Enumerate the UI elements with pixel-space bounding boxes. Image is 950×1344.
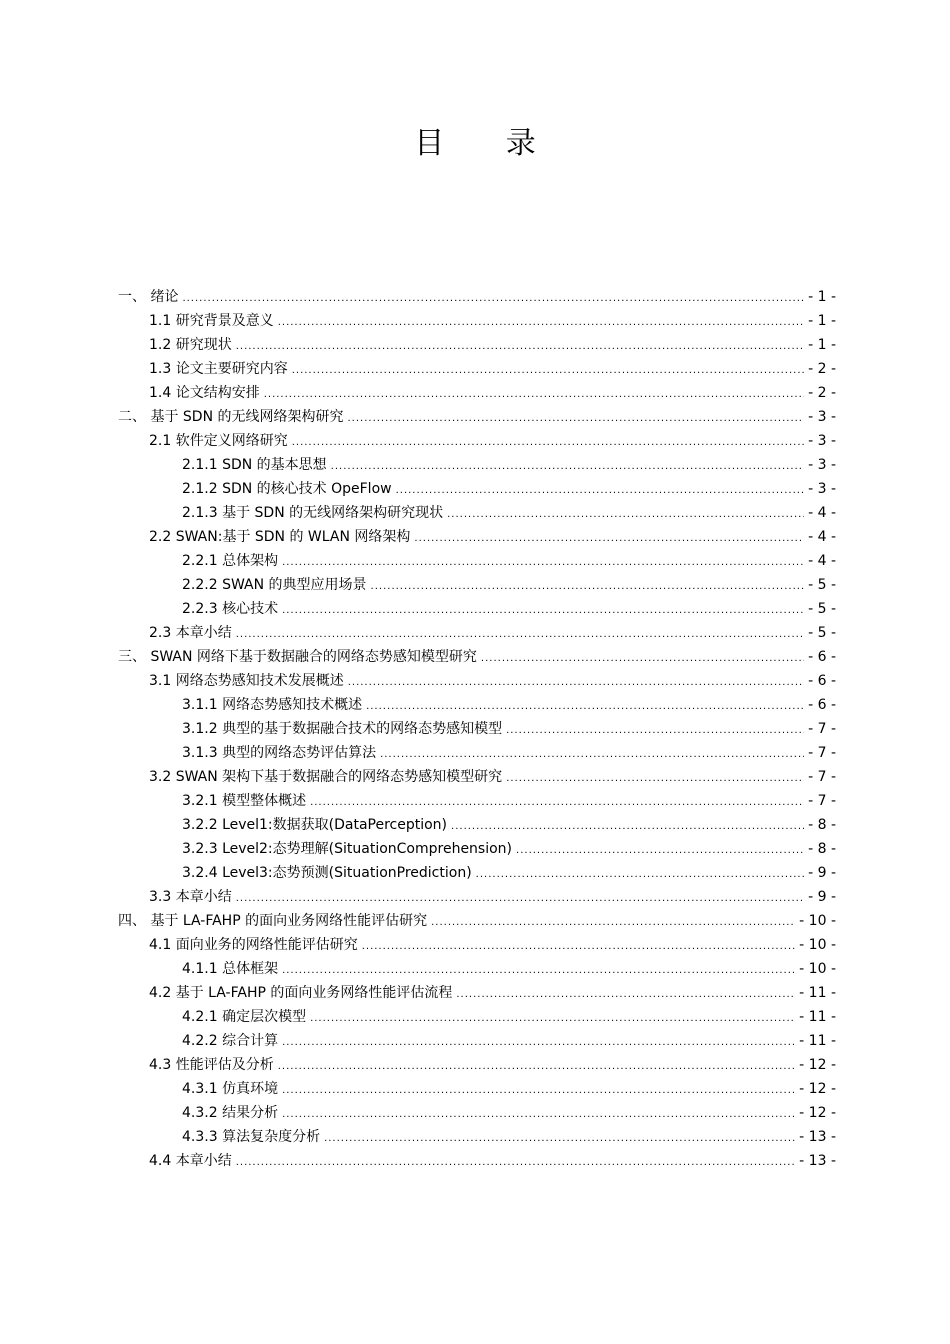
toc-entry-page-number: - 1 -: [808, 289, 836, 305]
toc-dot-leader: [476, 863, 804, 887]
toc-entry-page-number: - 10 -: [799, 913, 836, 929]
toc-entry-page-number: - 3 -: [808, 457, 836, 473]
toc-entry[interactable]: [118, 333, 836, 357]
toc-entry-page-number: - 6 -: [808, 697, 836, 713]
toc-dot-leader: [236, 1151, 795, 1175]
toc-dot-leader: [324, 1127, 795, 1151]
toc-entry-title: 4.2.2 综合计算: [182, 1033, 279, 1049]
toc-dot-leader: [236, 335, 804, 359]
toc-entry[interactable]: [118, 645, 836, 669]
toc-dot-leader: [310, 791, 804, 815]
toc-entry[interactable]: [118, 789, 836, 813]
toc-entry-title: 1.2 研究现状: [149, 337, 232, 353]
table-of-contents: [118, 285, 836, 1173]
toc-entry[interactable]: [118, 1125, 836, 1149]
toc-entry[interactable]: [118, 1029, 836, 1053]
toc-entry-title: 3.2.4 Level3:态势预测(SituationPrediction): [182, 865, 472, 881]
toc-entry[interactable]: [118, 621, 836, 645]
toc-entry[interactable]: [118, 717, 836, 741]
toc-dot-leader: [456, 983, 795, 1007]
toc-entry-title: 3.1 网络态势感知技术发展概述: [149, 673, 344, 689]
toc-entry-page-number: - 12 -: [799, 1081, 836, 1097]
toc-entry-title: 4.3.1 仿真环境: [182, 1081, 279, 1097]
toc-dot-leader: [362, 935, 795, 959]
toc-dot-leader: [451, 815, 804, 839]
toc-entry[interactable]: [118, 477, 836, 501]
toc-entry[interactable]: [118, 1077, 836, 1101]
page-title: 目 录: [414, 126, 562, 161]
toc-entry[interactable]: [118, 885, 836, 909]
toc-entry-page-number: - 7 -: [808, 721, 836, 737]
toc-entry-page-number: - 13 -: [799, 1129, 836, 1145]
toc-dot-leader: [236, 623, 804, 647]
toc-entry-page-number: - 5 -: [808, 577, 836, 593]
toc-entry[interactable]: [118, 693, 836, 717]
toc-entry-page-number: - 3 -: [808, 433, 836, 449]
toc-entry[interactable]: [118, 1005, 836, 1029]
toc-entry[interactable]: [118, 837, 836, 861]
toc-entry-title: 三、 SWAN 网络下基于数据融合的网络态势感知模型研究: [118, 649, 477, 665]
toc-entry-page-number: - 7 -: [808, 793, 836, 809]
toc-entry[interactable]: [118, 933, 836, 957]
toc-entry[interactable]: [118, 1053, 836, 1077]
toc-dot-leader: [264, 383, 804, 407]
toc-entry-title: 3.1.2 典型的基于数据融合技术的网络态势感知模型: [182, 721, 503, 737]
toc-entry-page-number: - 13 -: [799, 1153, 836, 1169]
toc-entry-title: 2.1.3 基于 SDN 的无线网络架构研究现状: [182, 505, 444, 521]
toc-dot-leader: [282, 599, 804, 623]
toc-entry-page-number: - 2 -: [808, 385, 836, 401]
toc-entry-title: 1.3 论文主要研究内容: [149, 361, 288, 377]
toc-dot-leader: [278, 311, 804, 335]
toc-dot-leader: [380, 743, 804, 767]
toc-entry-page-number: - 11 -: [799, 985, 836, 1001]
toc-dot-leader: [292, 431, 804, 455]
toc-entry-page-number: - 1 -: [808, 337, 836, 353]
toc-entry[interactable]: [118, 861, 836, 885]
toc-entry[interactable]: [118, 405, 836, 429]
toc-dot-leader: [506, 719, 804, 743]
toc-entry-title: 4.4 本章小结: [149, 1153, 232, 1169]
toc-entry-title: 4.2.1 确定层次模型: [182, 1009, 307, 1025]
toc-dot-leader: [292, 359, 804, 383]
toc-entry-title: 2.3 本章小结: [149, 625, 232, 641]
toc-entry-page-number: - 3 -: [808, 409, 836, 425]
toc-dot-leader: [331, 455, 804, 479]
toc-entry-page-number: - 6 -: [808, 649, 836, 665]
toc-dot-leader: [282, 1079, 795, 1103]
toc-entry-title: 2.2.3 核心技术: [182, 601, 279, 617]
toc-entry-title: 4.3 性能评估及分析: [149, 1057, 274, 1073]
toc-entry-page-number: - 8 -: [808, 841, 836, 857]
toc-entry-page-number: - 11 -: [799, 1033, 836, 1049]
toc-entry-title: 4.2 基于 LA-FAHP 的面向业务网络性能评估流程: [149, 985, 453, 1001]
toc-entry-page-number: - 10 -: [799, 961, 836, 977]
toc-dot-leader: [481, 647, 804, 671]
toc-entry-page-number: - 12 -: [799, 1057, 836, 1073]
toc-entry-page-number: - 11 -: [799, 1009, 836, 1025]
toc-dot-leader: [414, 527, 804, 551]
toc-dot-leader: [282, 1103, 795, 1127]
toc-dot-leader: [282, 551, 804, 575]
toc-entry[interactable]: [118, 909, 836, 933]
toc-dot-leader: [310, 1007, 795, 1031]
toc-dot-leader: [282, 1031, 795, 1055]
toc-dot-leader: [236, 887, 804, 911]
toc-dot-leader: [506, 767, 804, 791]
toc-entry[interactable]: [118, 981, 836, 1005]
toc-entry[interactable]: [118, 765, 836, 789]
toc-entry[interactable]: [118, 597, 836, 621]
toc-entry[interactable]: [118, 1101, 836, 1125]
toc-entry-page-number: - 9 -: [808, 865, 836, 881]
toc-dot-leader: [516, 839, 804, 863]
toc-entry-title: 1.1 研究背景及意义: [149, 313, 274, 329]
toc-entry[interactable]: [118, 573, 836, 597]
toc-entry-page-number: - 3 -: [808, 481, 836, 497]
toc-entry[interactable]: [118, 741, 836, 765]
toc-entry-page-number: - 4 -: [808, 553, 836, 569]
toc-entry-title: 3.2.3 Level2:态势理解(SituationComprehension): [182, 841, 513, 857]
toc-entry-title: 一、 绪论: [118, 289, 179, 305]
toc-entry[interactable]: [118, 1149, 836, 1173]
toc-entry-page-number: - 9 -: [808, 889, 836, 905]
toc-entry-page-number: - 10 -: [799, 937, 836, 953]
toc-entry-page-number: - 4 -: [808, 505, 836, 521]
toc-dot-leader: [366, 695, 804, 719]
toc-entry-title: 3.1.3 典型的网络态势评估算法: [182, 745, 377, 761]
toc-entry-page-number: - 7 -: [808, 745, 836, 761]
toc-dot-leader: [431, 911, 795, 935]
toc-entry-page-number: - 2 -: [808, 361, 836, 377]
toc-entry-title: 3.3 本章小结: [149, 889, 232, 905]
toc-entry-title: 3.1.1 网络态势感知技术概述: [182, 697, 363, 713]
toc-dot-leader: [282, 959, 795, 983]
toc-dot-leader: [348, 407, 805, 431]
toc-entry[interactable]: [118, 453, 836, 477]
toc-dot-leader: [182, 287, 804, 311]
toc-dot-leader: [278, 1055, 795, 1079]
toc-entry-title: 4.3.3 算法复杂度分析: [182, 1129, 321, 1145]
toc-entry-title: 四、 基于 LA-FAHP 的面向业务网络性能评估研究: [118, 913, 428, 929]
toc-entry[interactable]: [118, 669, 836, 693]
toc-entry-page-number: - 12 -: [799, 1105, 836, 1121]
toc-entry[interactable]: [118, 525, 836, 549]
toc-entry-page-number: - 8 -: [808, 817, 836, 833]
toc-entry-title: 4.1.1 总体框架: [182, 961, 279, 977]
toc-entry-title: 2.1 软件定义网络研究: [149, 433, 288, 449]
toc-entry-page-number: - 1 -: [808, 313, 836, 329]
toc-entry[interactable]: [118, 309, 836, 333]
toc-entry-title: 3.2 SWAN 架构下基于数据融合的网络态势感知模型研究: [149, 769, 503, 785]
toc-entry[interactable]: [118, 285, 836, 309]
toc-entry-title: 二、 基于 SDN 的无线网络架构研究: [118, 409, 344, 425]
toc-entry-title: 2.2 SWAN:基于 SDN 的 WLAN 网络架构: [149, 529, 411, 545]
toc-dot-leader: [371, 575, 805, 599]
toc-entry-page-number: - 4 -: [808, 529, 836, 545]
toc-entry[interactable]: [118, 501, 836, 525]
toc-entry-title: 2.1.1 SDN 的基本思想: [182, 457, 327, 473]
toc-dot-leader: [447, 503, 804, 527]
toc-entry[interactable]: [118, 357, 836, 381]
toc-entry-page-number: - 7 -: [808, 769, 836, 785]
toc-dot-leader: [348, 671, 804, 695]
toc-entry-title: 2.2.1 总体架构: [182, 553, 279, 569]
toc-entry[interactable]: [118, 813, 836, 837]
toc-entry[interactable]: [118, 549, 836, 573]
toc-entry-page-number: - 5 -: [808, 625, 836, 641]
toc-entry[interactable]: [118, 429, 836, 453]
toc-entry[interactable]: [118, 957, 836, 981]
toc-entry-title: 3.2.2 Level1:数据获取(DataPerception): [182, 817, 448, 833]
toc-entry-title: 4.3.2 结果分析: [182, 1105, 279, 1121]
toc-entry-title: 2.2.2 SWAN 的典型应用场景: [182, 577, 367, 593]
toc-entry-title: 4.1 面向业务的网络性能评估研究: [149, 937, 358, 953]
toc-entry-page-number: - 5 -: [808, 601, 836, 617]
toc-entry-page-number: - 6 -: [808, 673, 836, 689]
toc-entry-title: 1.4 论文结构安排: [149, 385, 260, 401]
toc-entry-title: 3.2.1 模型整体概述: [182, 793, 307, 809]
toc-entry-title: 2.1.2 SDN 的核心技术 OpeFlow: [182, 481, 392, 497]
toc-dot-leader: [396, 479, 804, 503]
toc-entry[interactable]: [118, 381, 836, 405]
